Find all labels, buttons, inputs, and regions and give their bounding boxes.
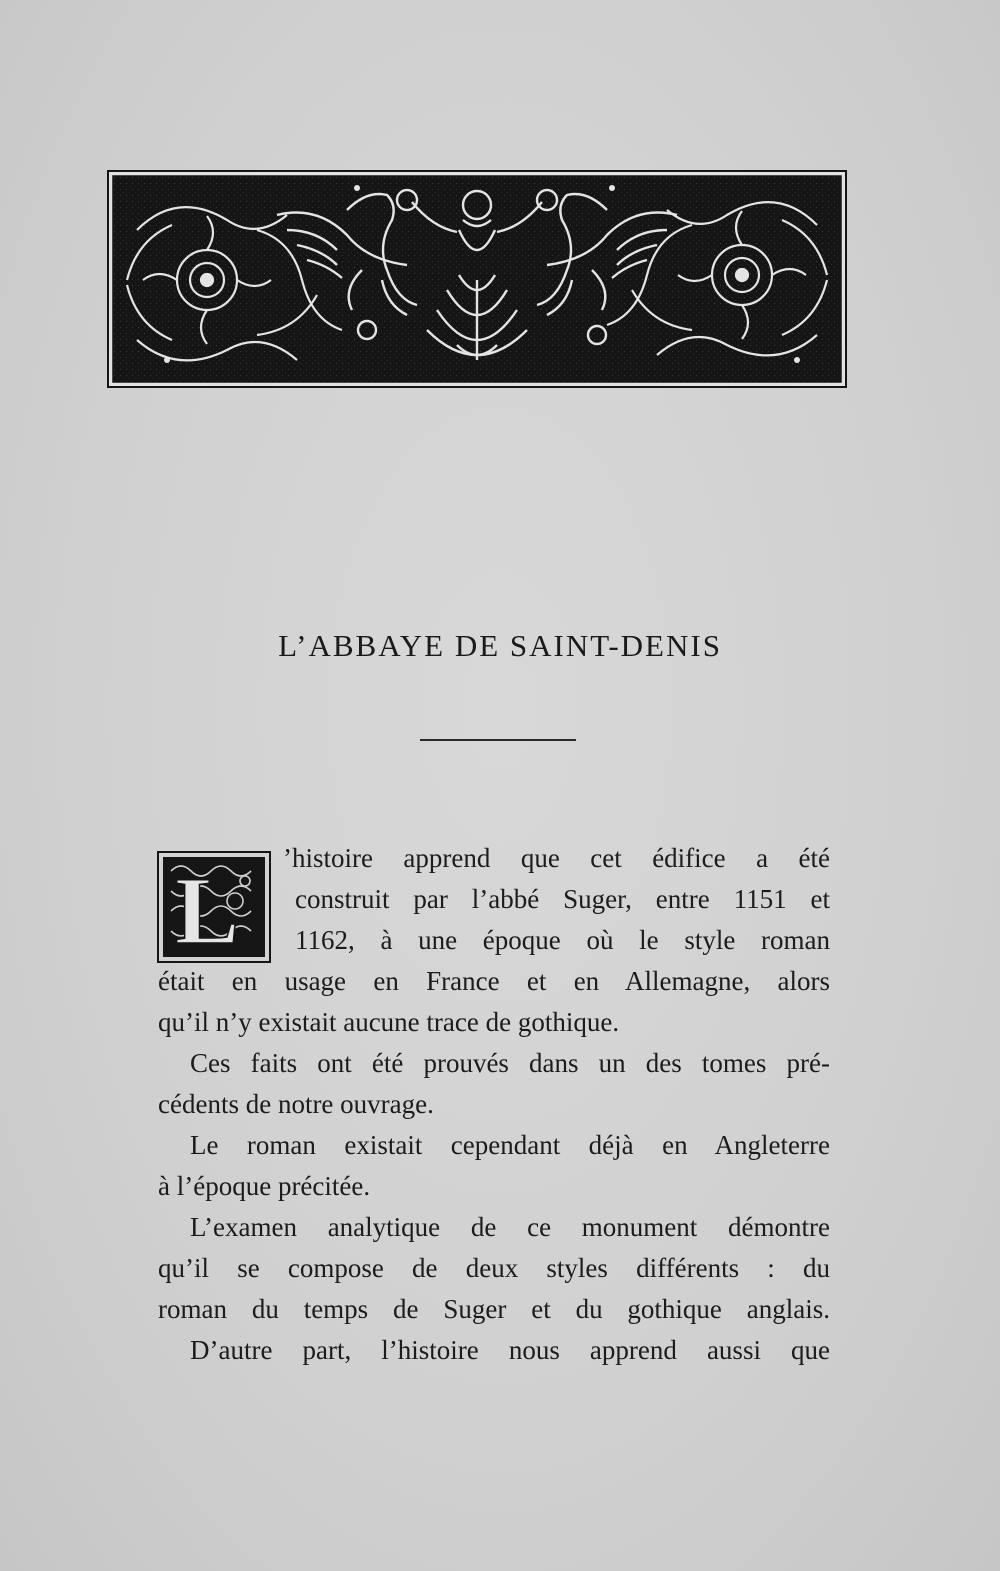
text-line: Ces faits ont été prouvés dans un des tomes pré-: [190, 1048, 830, 1078]
text-line: D’autre part, l’histoire nous apprend aussi que: [190, 1335, 830, 1365]
text-line: roman du temps de Suger et du gothique anglais.: [158, 1294, 830, 1324]
text-line: qu’il n’y existait aucune trace de gothique.: [158, 1007, 620, 1037]
text-line: L’examen analytique de ce monument démontre: [190, 1212, 830, 1242]
title-divider: [420, 739, 576, 741]
drop-cap-letter: L: [174, 857, 240, 963]
text-line: cédents de notre ouvrage.: [158, 1089, 434, 1119]
text-line: était en usage en France et en Allemagne, alors: [158, 966, 830, 996]
text-line: qu’il se compose de deux styles différents : du: [158, 1253, 830, 1283]
body-text: [158, 838, 830, 1371]
text-line: ’histoire apprend que cet édifice a été: [283, 843, 830, 873]
text-line: 1162, à une époque où le style roman: [295, 925, 830, 955]
ornamental-headpiece-icon: [107, 170, 847, 388]
text-line: Le roman existait cependant déjà en Angleterre: [190, 1130, 830, 1160]
text-line: construit par l’abbé Suger, entre 1151 et: [295, 884, 830, 914]
chapter-title: L’ABBAYE DE SAINT-DENIS: [278, 628, 722, 663]
text-line: à l’époque précitée.: [158, 1171, 371, 1201]
